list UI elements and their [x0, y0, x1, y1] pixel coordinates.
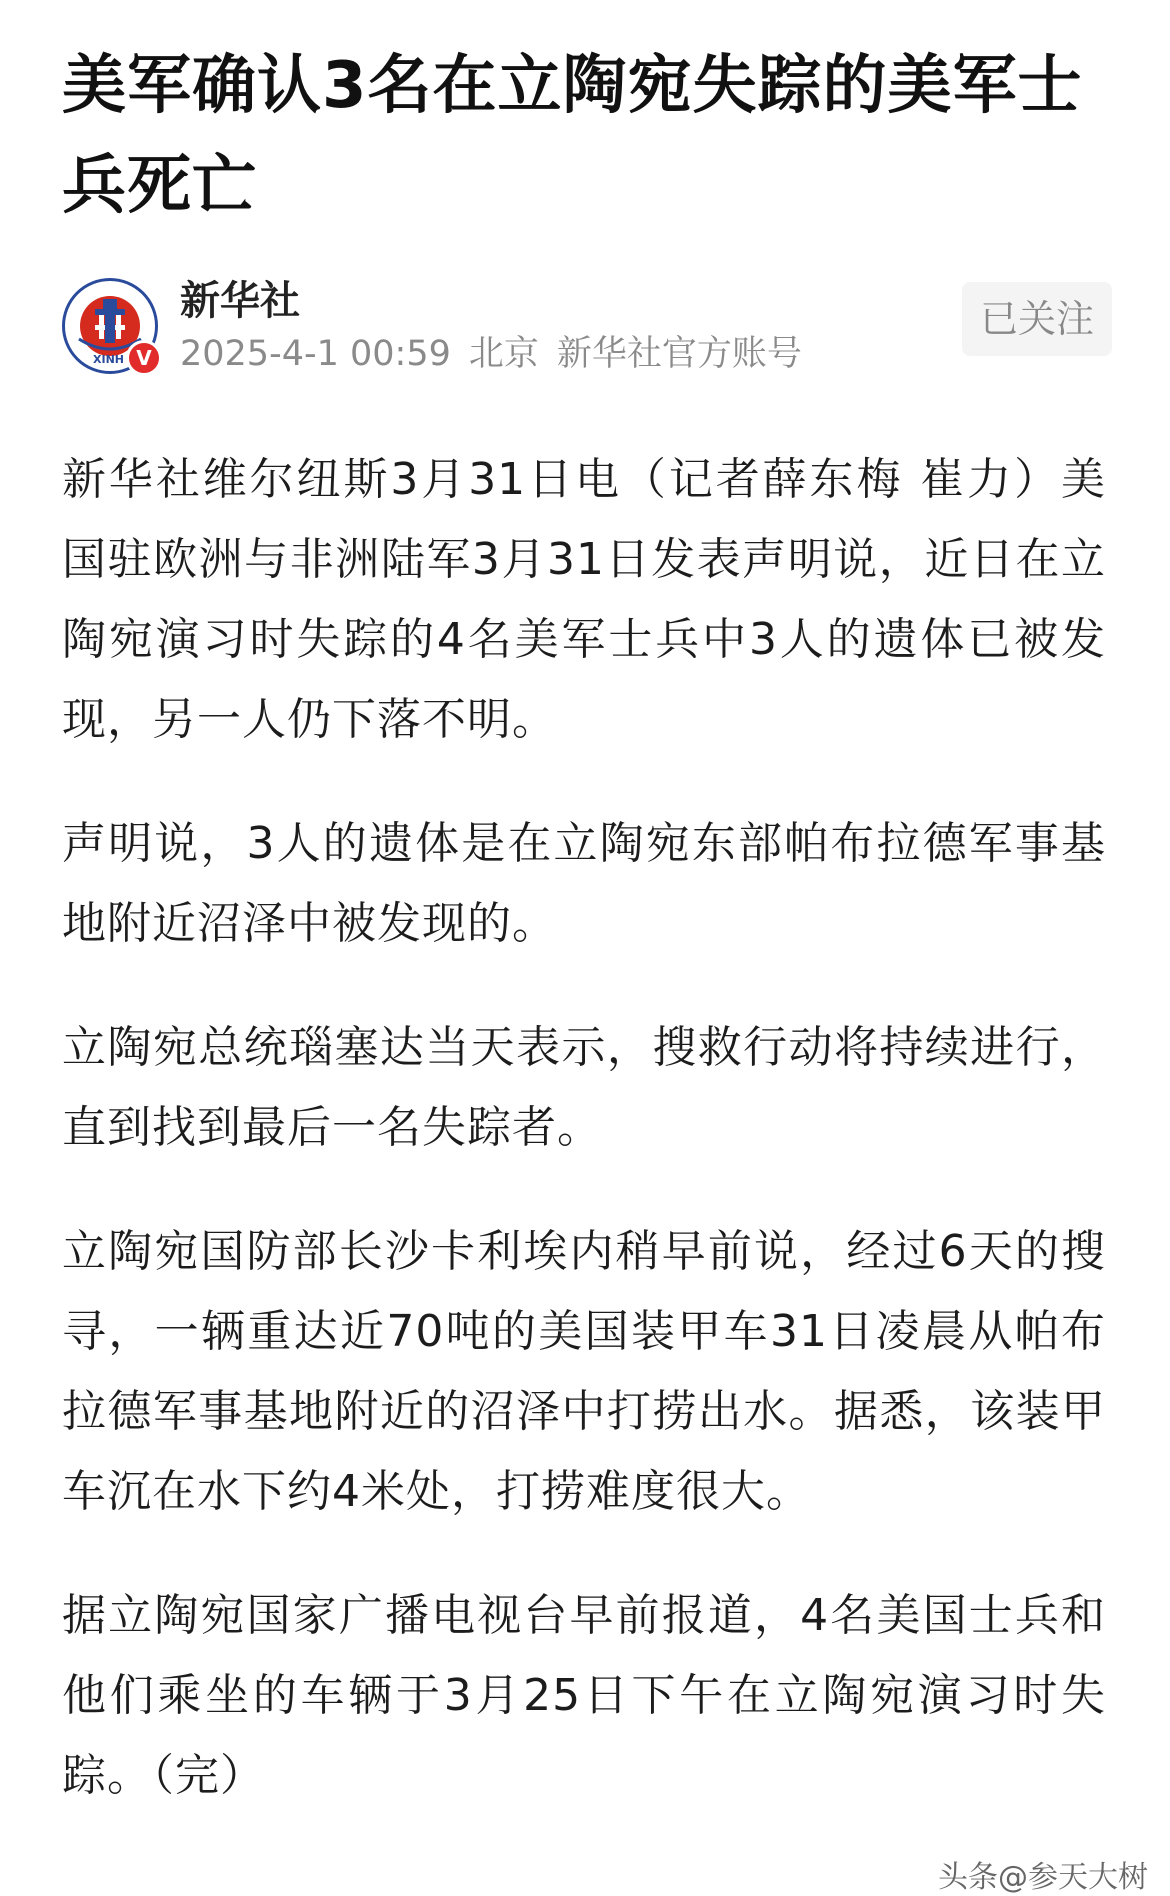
account-type: 新华社官方账号	[556, 334, 802, 374]
avatar-letters: XINH	[93, 353, 124, 366]
article-paragraph: 据立陶宛国家广播电视台早前报道，4名美国士兵和他们乘坐的车辆于3月25日下午在立陶宛演习时失踪。（完）	[62, 1590, 1106, 1801]
article-paragraph: 立陶宛国防部长沙卡利埃内稍早前说，经过6天的搜寻，一辆重达近70吨的美国装甲车31日凌晨从帕布拉德军事基地附近的沼泽中打捞出水。据悉，该装甲车沉在水下约4米处，打捞难度很大。	[62, 1226, 1106, 1517]
follow-button[interactable]: 已关注	[962, 282, 1112, 356]
article-paragraph: 新华社维尔纽斯3月31日电（记者薛东梅 崔力）美国驻欧洲与非洲陆军3月31日发表声明说，近日在立陶宛演习时失踪的4名美军士兵中3人的遗体已被发现，另一人仍下落不明。	[62, 454, 1106, 745]
article-paragraph: 声明说，3人的遗体是在立陶宛东部帕布拉德军事基地附近沼泽中被发现的。	[62, 818, 1106, 949]
publish-date: 2025-4-1 00:59	[180, 334, 451, 374]
author-name[interactable]: 新华社	[180, 278, 300, 324]
article-paragraph: 立陶宛总统瑙塞达当天表示，搜救行动将持续进行，直到找到最后一名失踪者。	[62, 1022, 1106, 1153]
verified-v-icon: V	[126, 340, 162, 376]
watermark: 头条@参天大树	[938, 1860, 1148, 1895]
article-title: 美军确认3名在立陶宛失踪的美军士兵死亡	[62, 49, 1083, 223]
article-body	[62, 440, 1106, 1860]
author-row	[62, 270, 1112, 380]
publish-location: 北京	[468, 334, 539, 374]
post-meta	[180, 332, 820, 376]
